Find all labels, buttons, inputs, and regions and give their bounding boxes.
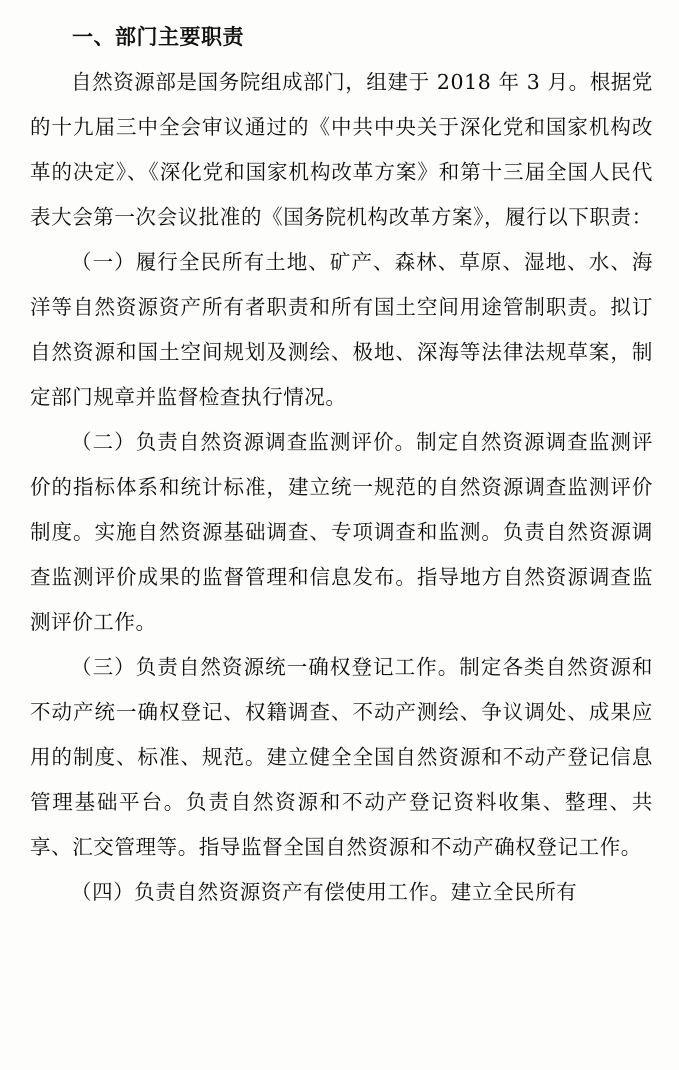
section-heading: 一、部门主要职责 — [72, 25, 244, 49]
paragraph-item-3: （三）负责自然资源统一确权登记工作。制定各类自然资源和不动产统一确权登记、权籍调查、不动产测绘、争议调处、成果应用的制度、标准、规范。建立健全全国自然资源和不动产登记信息管理基础平台。负责自然资源和不动产登记资料收集、整理、共享、汇交管理等。指导监督全国自然资源和不动产确权登记工作。 — [30, 654, 653, 859]
paragraph-item-1: （一）履行全民所有土地、矿产、森林、草原、湿地、水、海洋等自然资源资产所有者职责和所有国土空间用途管制职责。拟订自然资源和国土空间规划及测绘、极地、深海等法律法规草案，制定部门规章并监督检查执行情况。 — [30, 249, 653, 409]
paragraph-item-4: （四）负责自然资源资产有偿使用工作。建立全民所有 — [71, 879, 578, 904]
paragraph-intro: 自然资源部是国务院组成部门，组建于 2018 年 3 月。根据党的十九届三中全会审议通过的《中共中央关于深化党和国家机构改革的决定》、《深化党和国家机构改革方案》和第十三届全国人民代表大会第一次会议批准的《国务院机构改革方案》，履行以下职责： — [30, 69, 653, 229]
paragraph-item-2: （二）负责自然资源调查监测评价。制定自然资源调查监测评价的指标体系和统计标准，建立统一规范的自然资源调查监测评价制度。实施自然资源基础调查、专项调查和监测。负责自然资源调查监测评价成果的监督管理和信息发布。指导地方自然资源调查监测评价工作。 — [30, 429, 653, 634]
